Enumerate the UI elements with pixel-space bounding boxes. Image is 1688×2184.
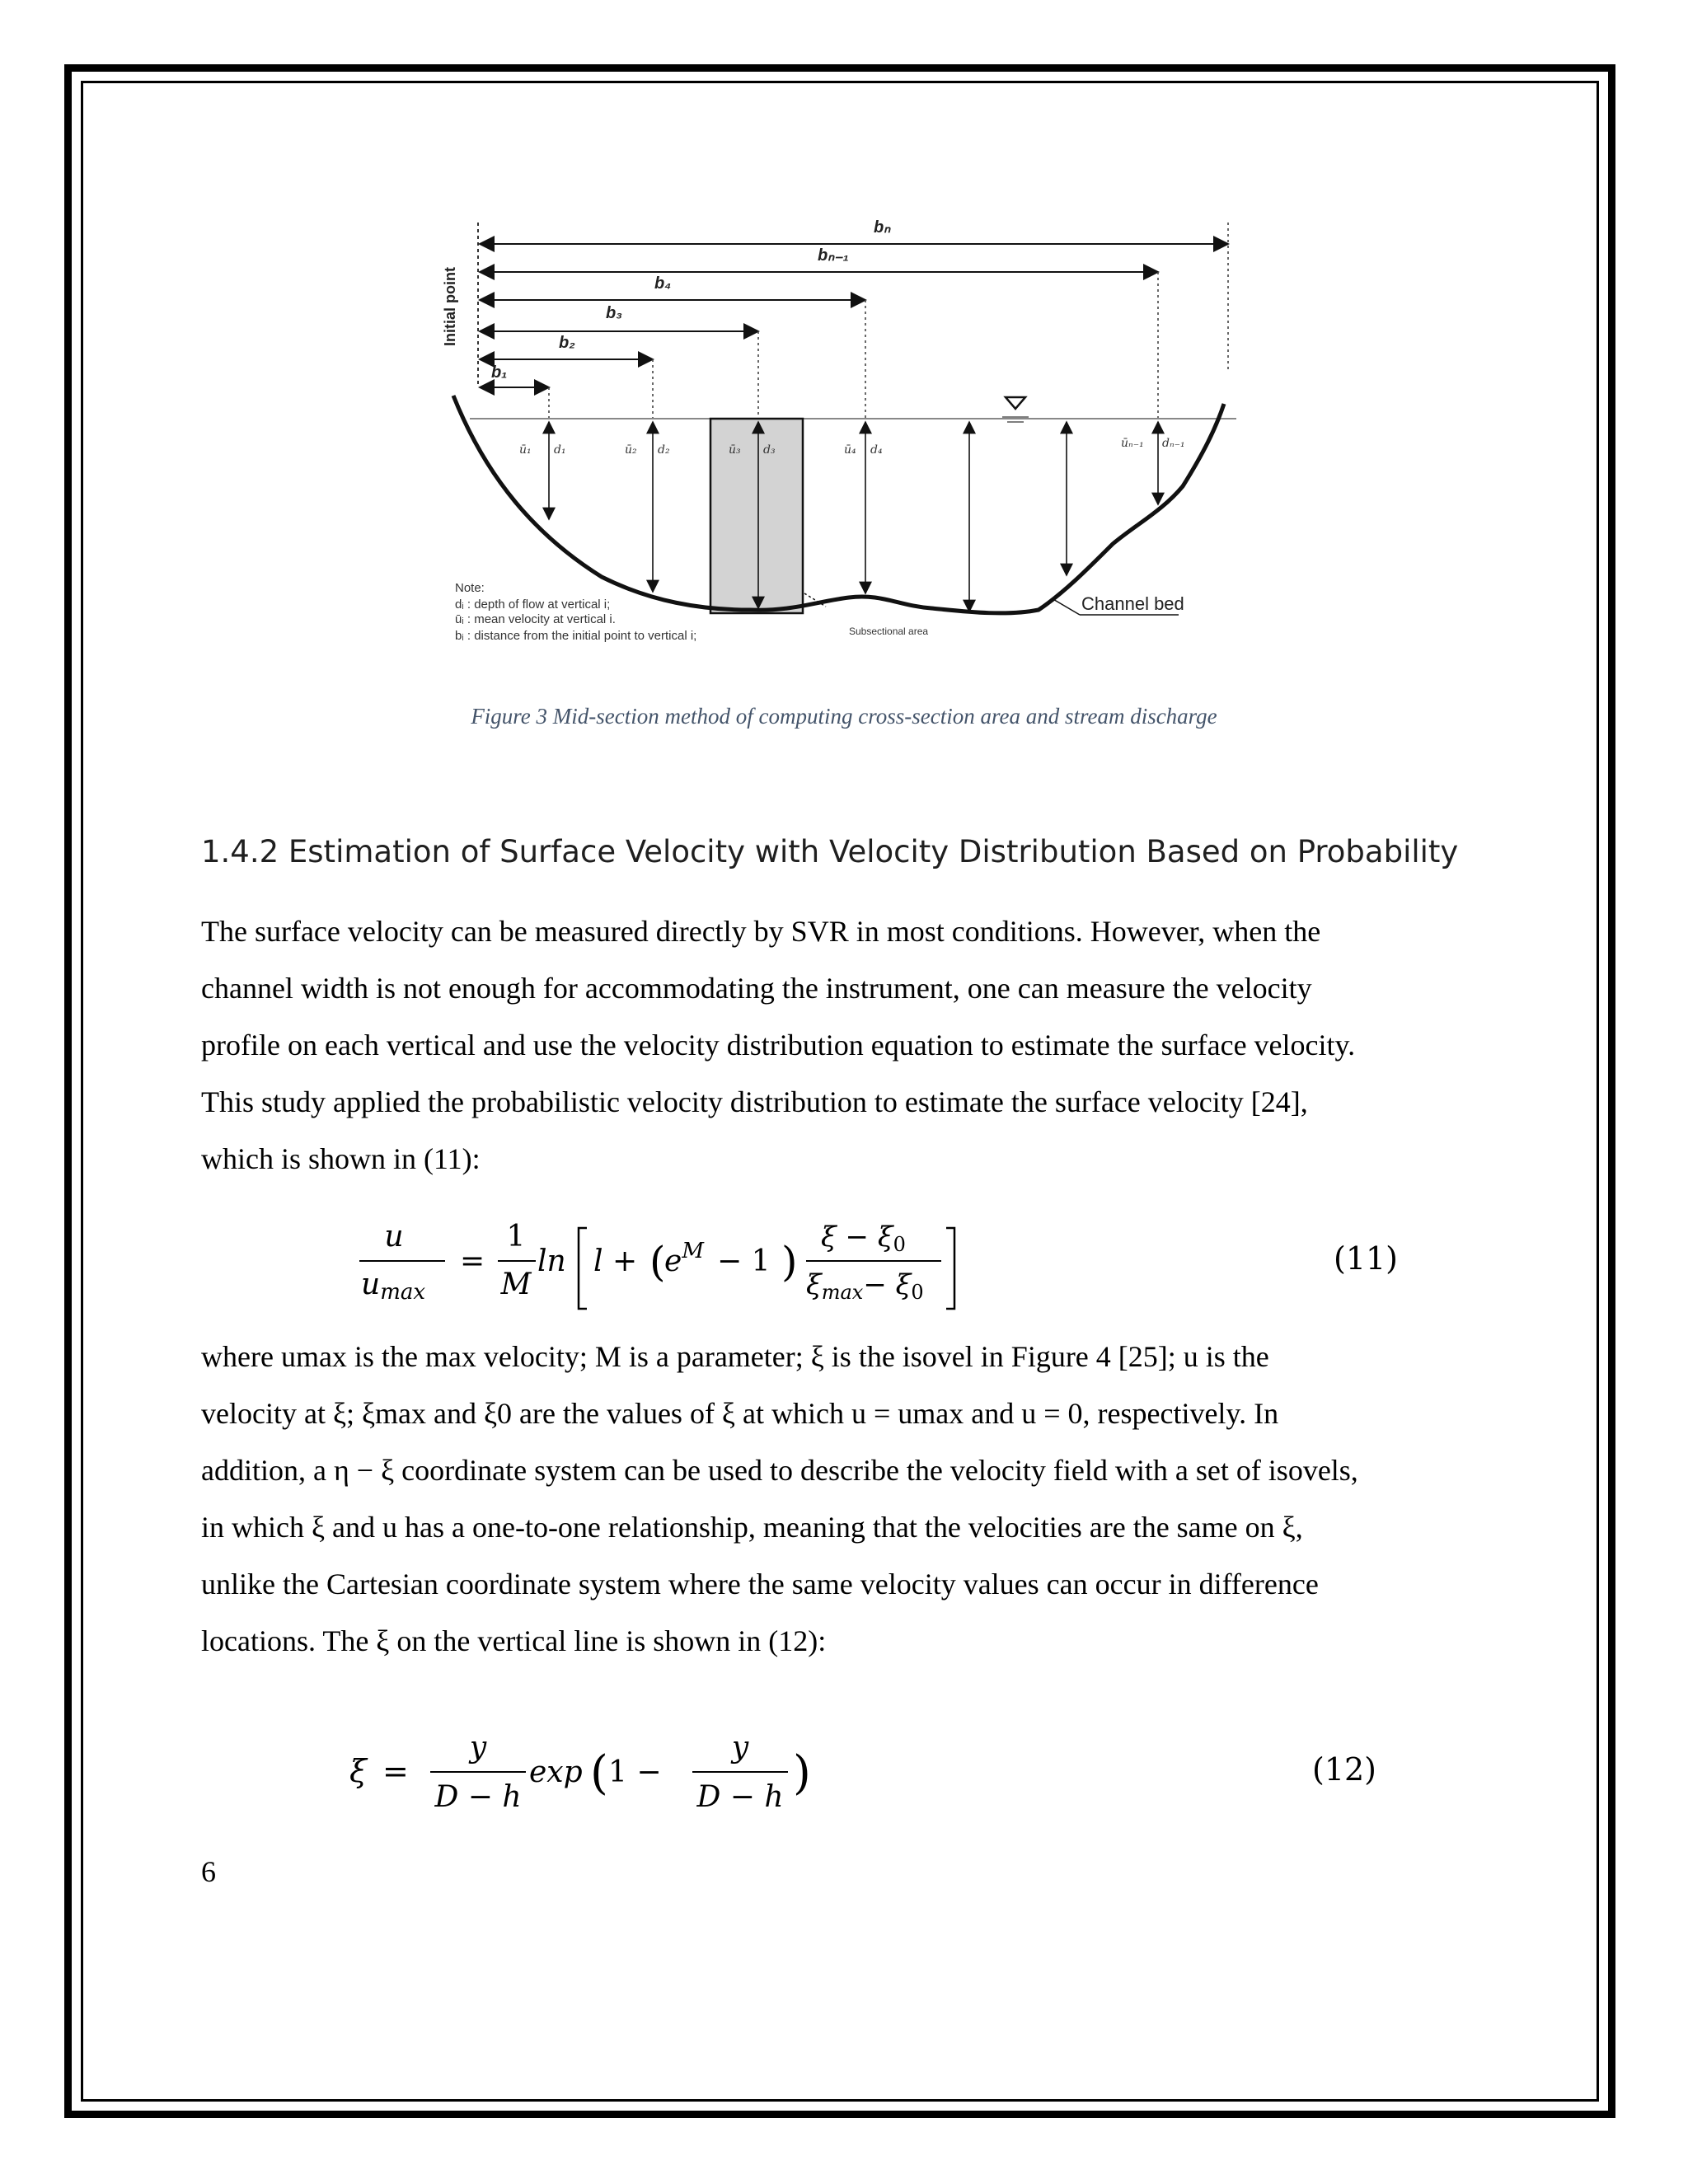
equation-12-number: (12) bbox=[1312, 1751, 1377, 1788]
eq11-paren-close: ) bbox=[781, 1238, 798, 1286]
eq11-lhs-num: u bbox=[384, 1220, 404, 1254]
label-d1: d₁ bbox=[554, 443, 566, 457]
subsectional-area-label: Subsectional area bbox=[849, 626, 929, 637]
label-u1: ū₁ bbox=[519, 443, 532, 457]
page-number: 6 bbox=[201, 1855, 216, 1888]
eq11-frac-num: ξ − ξ0 bbox=[821, 1221, 906, 1256]
paragraph-line: where umax is the max velocity; M is a parameter; ξ is the isovel in Figure 4 [25]; u is the bbox=[201, 1340, 1269, 1373]
eq11-l-plus: l + bbox=[593, 1244, 638, 1278]
equation-11 bbox=[354, 1212, 1014, 1319]
eq11-minus-one: − 1 bbox=[717, 1244, 771, 1278]
label-bn: bₙ bbox=[874, 218, 891, 237]
eq12-den2: D − h bbox=[696, 1780, 784, 1814]
eq12-paren-close: ) bbox=[793, 1746, 811, 1800]
note-line-2: ūᵢ : mean velocity at vertical i. bbox=[455, 612, 616, 626]
paragraph-line: velocity at ξ; ξmax and ξ0 are the values of ξ at which u = umax and u = 0, respectively. In bbox=[201, 1397, 1279, 1430]
paragraph-line: addition, a η − ξ coordinate system can be used to describe the velocity field with a set of isovels, bbox=[201, 1454, 1358, 1487]
paragraph-line: unlike the Cartesian coordinate system where the same velocity values can occur in difference bbox=[201, 1568, 1319, 1601]
figure-caption: Figure 3 Mid-section method of computing cross-section area and stream discharge bbox=[471, 704, 1217, 729]
eq11-frac-den: ξmax− ξ0 bbox=[806, 1268, 924, 1304]
paragraph-2 bbox=[201, 1329, 1520, 1670]
note-line-1: dᵢ : depth of flow at vertical i; bbox=[455, 598, 611, 612]
eq12-num: y bbox=[469, 1731, 487, 1765]
initial-point-label: Initial point bbox=[442, 267, 458, 346]
equation-11-number: (11) bbox=[1334, 1240, 1399, 1277]
eq11-coef-num: 1 bbox=[506, 1220, 526, 1254]
label-d4: d₄ bbox=[870, 443, 883, 457]
eq12-equals: = bbox=[382, 1753, 409, 1789]
paragraph-1 bbox=[201, 903, 1520, 1188]
channel-bed-label: Channel bed bbox=[1081, 593, 1184, 614]
eq12-paren-open: ( bbox=[590, 1746, 608, 1800]
label-un1: ūₙ₋₁ bbox=[1121, 437, 1144, 450]
paragraph-line: which is shown in (11): bbox=[201, 1142, 481, 1175]
water-level-symbol bbox=[1006, 397, 1025, 409]
eq11-paren-open: ( bbox=[649, 1238, 666, 1286]
eq12-lhs: ξ bbox=[349, 1753, 367, 1789]
paragraph-line: locations. The ξ on the vertical line is shown in (12): bbox=[201, 1624, 827, 1657]
note-line-3: bᵢ : distance from the initial point to vertical i; bbox=[455, 629, 697, 643]
paragraph-line: The surface velocity can be measured directly by SVR in most conditions. However, when the bbox=[201, 915, 1321, 948]
paragraph-line: profile on each vertical and use the velocity distribution equation to estimate the surface velocity. bbox=[201, 1029, 1356, 1062]
equation-12 bbox=[346, 1722, 857, 1830]
channel-bed-line bbox=[453, 396, 1224, 613]
subsection-rectangle bbox=[710, 419, 803, 613]
eq11-lhs-den: umax bbox=[361, 1268, 426, 1305]
eq11-equals: = bbox=[460, 1244, 485, 1278]
label-b2: b₂ bbox=[559, 334, 575, 352]
paragraph-line: channel width is not enough for accommodating the instrument, one can measure the velocity bbox=[201, 972, 1312, 1005]
label-b1: b₁ bbox=[491, 363, 508, 382]
paragraph-line: This study applied the probabilistic velocity distribution to estimate the surface velocity [24], bbox=[201, 1085, 1308, 1118]
label-d2: d₂ bbox=[658, 443, 670, 457]
eq12-one-minus: 1 − bbox=[608, 1755, 662, 1789]
paragraph-line: in which ξ and u has a one-to-one relationship, meaning that the velocities are the same on ξ, bbox=[201, 1511, 1303, 1544]
label-b4: b₄ bbox=[654, 274, 672, 293]
eq11-ln: ln bbox=[537, 1244, 566, 1278]
cross-section-figure bbox=[437, 206, 1261, 668]
note-title: Note: bbox=[455, 581, 485, 595]
label-u2: ū₂ bbox=[625, 443, 637, 457]
eq12-num2: y bbox=[731, 1731, 749, 1765]
label-u3: ū₃ bbox=[729, 443, 741, 457]
eq11-exp: $e^M$ bbox=[664, 1239, 704, 1278]
eq11-coef-den: M bbox=[500, 1268, 532, 1301]
label-d3: d₃ bbox=[763, 443, 776, 457]
eq12-den: D − h bbox=[434, 1780, 522, 1814]
label-u4: ū₄ bbox=[844, 443, 856, 457]
section-heading: 1.4.2 Estimation of Surface Velocity with Velocity Distribution Based on Probability bbox=[201, 834, 1459, 869]
eq12-exp: exp bbox=[529, 1755, 583, 1789]
label-bn1: bₙ₋₁ bbox=[818, 246, 849, 265]
label-dn1: dₙ₋₁ bbox=[1162, 437, 1185, 450]
label-b3: b₃ bbox=[606, 304, 622, 322]
